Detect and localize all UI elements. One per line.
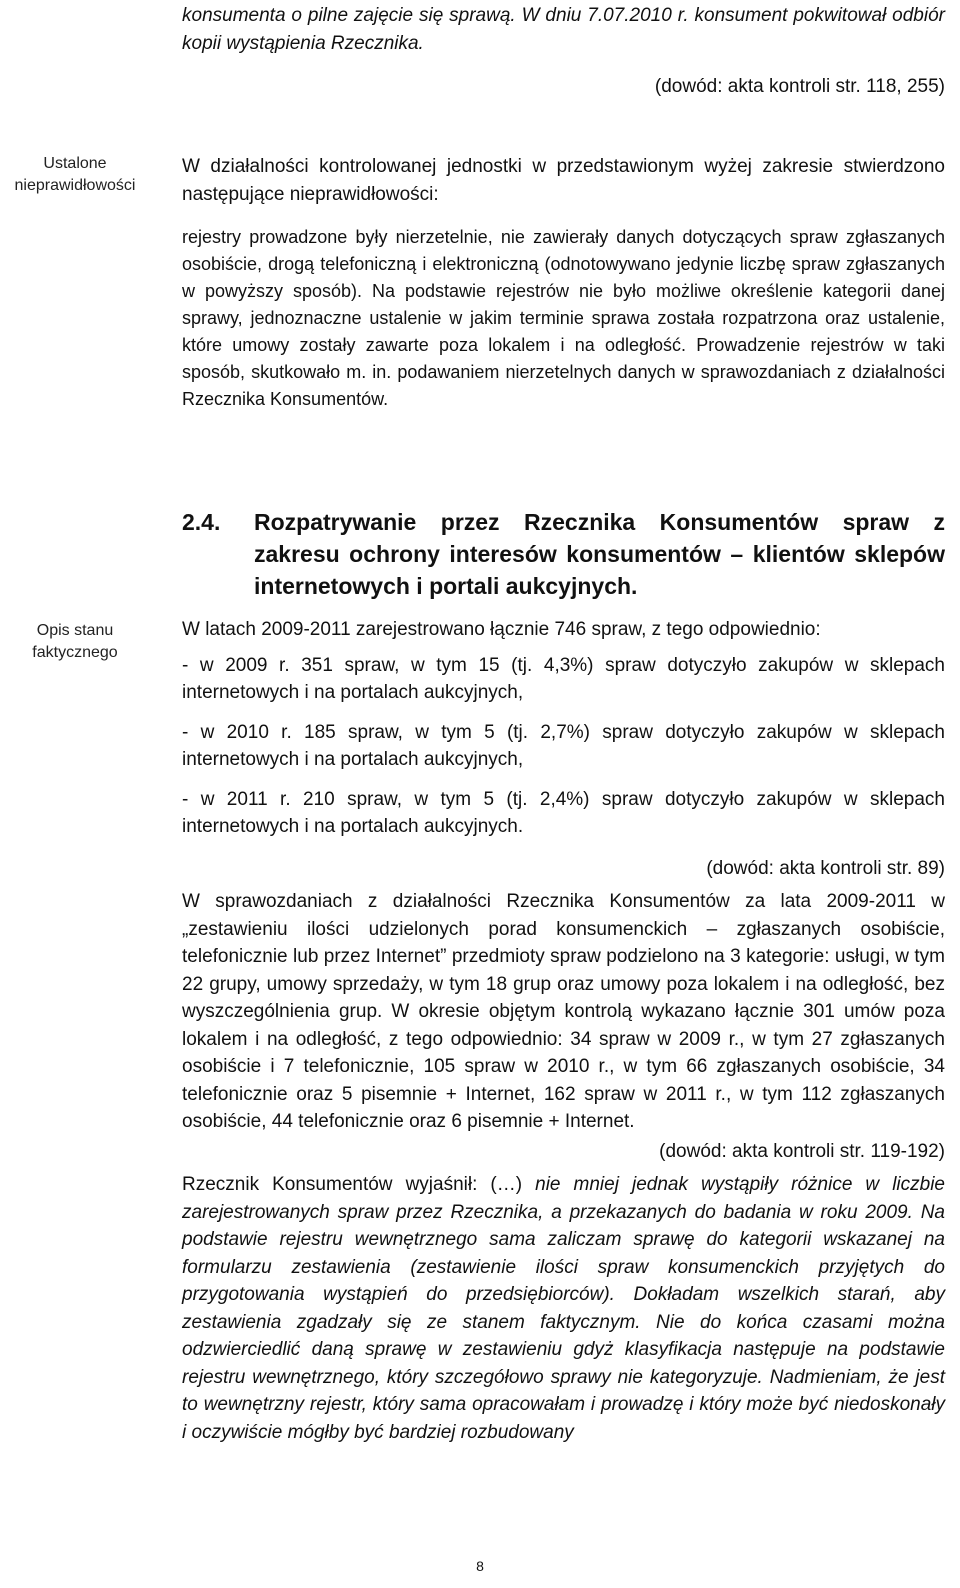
section-heading-text: Rozpatrywanie przez Rzecznika Konsumentów spraw z zakresu ochrony interesów konsumentów – klientów sklepów internetowych i portali aukcyjnych. — [254, 509, 945, 599]
top-continuation-text: konsumenta o pilne zajęcie się sprawą. W dniu 7.07.2010 r. konsument pokwitował odbiór kopii wystąpienia Rzecznika. — [182, 5, 945, 54]
facts-section — [182, 506, 945, 1446]
evidence-note-2: (dowód: akta kontroli str. 89) — [706, 857, 945, 879]
evidence-note-3: (dowód: akta kontroli str. 119-192) — [659, 1140, 945, 1162]
list-item-2009: - w 2009 r. 351 spraw, w tym 15 (tj. 4,3%) spraw dotyczyło zakupów w sklepach internetowych i na portalach aukcyjnych, — [182, 654, 945, 703]
evidence-note-1: (dowód: akta kontroli str. 118, 255) — [654, 76, 945, 97]
irregularities-intro: W działalności kontrolowanej jednostki w przedstawionym wyżej zakresie stwierdzono następujące nieprawidłowości: — [182, 156, 945, 205]
irregularities-section — [182, 153, 945, 413]
irregularities-body: rejestry prowadzone były nierzetelnie, nie zawierały danych dotyczących spraw zgłaszanych osobiście, drogą telefoniczną i elektroniczną (odnotowywano jedynie liczbę spraw zgłaszanych w powyższy sposób). Na podstawie rejestrów nie było możliwe określenie kategorii danej sprawy, jednoznaczne ustalenie w jakim terminie sprawa została rozpatrzona oraz ustalenie, które umowy zostały zawarte poza lokalem i na odległość. Prowadzenie rejestrów w taki sposób, skutkowało m. in. podawaniem nierzetelnych danych w sprawozdaniach z działalności Rzecznika Konsumentów. — [182, 227, 945, 409]
top-block — [182, 2, 945, 101]
reports-paragraph: W sprawozdaniach z działalności Rzecznika Konsumentów za lata 2009-2011 w „zestawieniu ilości udzielonych porad konsumenckich – zgłaszanych osobiście, telefonicznie lub przez Internet” przedmioty spraw podzielono na 3 kategorie: usługi, w tym 22 grupy, umowy sprzedaży, w tym 18 grup oraz umowy poza lokalem i na odległość, bez wyszczególnienia grup. W okresie objętym kontrolą wykazano łącznie 301 umów poza lokalem i na odległość, z tego odpowiednio: 34 spraw w 2009 r., w tym 27 zgłaszanych osobiście i 7 telefonicznie, 105 spraw w 2010 r., w tym 66 zgłaszanych osobiście, 34 telefonicznie oraz 5 pisemnie + Internet, 162 spraw w 2011 r., w tym 112 zgłaszanych osobiście, 44 telefonicznie oraz 6 pisemnie + Internet. — [182, 891, 945, 1132]
side-label-facts: Opis stanu faktycznego — [32, 622, 118, 661]
explanation-paragraph — [182, 1171, 945, 1446]
explanation-quote: nie mniej jednak wystąpiły różnice w liczbie zarejestrowanych spraw przez Rzecznika, a przekazanych do badania w roku 2009. Na podstawie rejestru wewnętrznego sama zaliczam sprawę do kategorii wskazanej na formularzu zestawienia (zestawienie ilości spraw konsumenckich przyjętych do przygotowania wystąpień do przedsiębiorców). Dokładam wszelkich starań, aby zestawienia zgadzały się ze stanem faktycznym. Nie do końca czasami można odzwierciedlić daną sprawę w zestawieniu gdyż klasyfikacja następuje na podstawie rejestru wewnętrznego, który szczegółowo sprawy nie kategoryzuje. Nadmieniam, że jest to wewnętrzny rejestr, który sama opracowałam i prowadzę i który może być niedoskonały i oczywiście mógłby być bardziej rozbudowany — [182, 1174, 946, 1443]
side-label-irregularities: Ustalone nieprawidłowości — [14, 155, 136, 194]
section-heading-number: 2.4. — [182, 509, 221, 535]
section-heading — [182, 506, 945, 602]
list-item-2010: - w 2010 r. 185 spraw, w tym 5 (tj. 2,7%) spraw dotyczyło zakupów w sklepach internetowych i na portalach aukcyjnych, — [182, 721, 945, 770]
facts-intro: W latach 2009-2011 zarejestrowano łącznie 746 spraw, z tego odpowiednio: — [182, 619, 821, 640]
explanation-lead: Rzecznik Konsumentów wyjaśnił: (…) — [182, 1174, 536, 1195]
page-number: 8 — [476, 1558, 484, 1574]
list-item-2011: - w 2011 r. 210 spraw, w tym 5 (tj. 2,4%) spraw dotyczyło zakupów w sklepach internetowych i na portalach aukcyjnych. — [182, 788, 945, 837]
